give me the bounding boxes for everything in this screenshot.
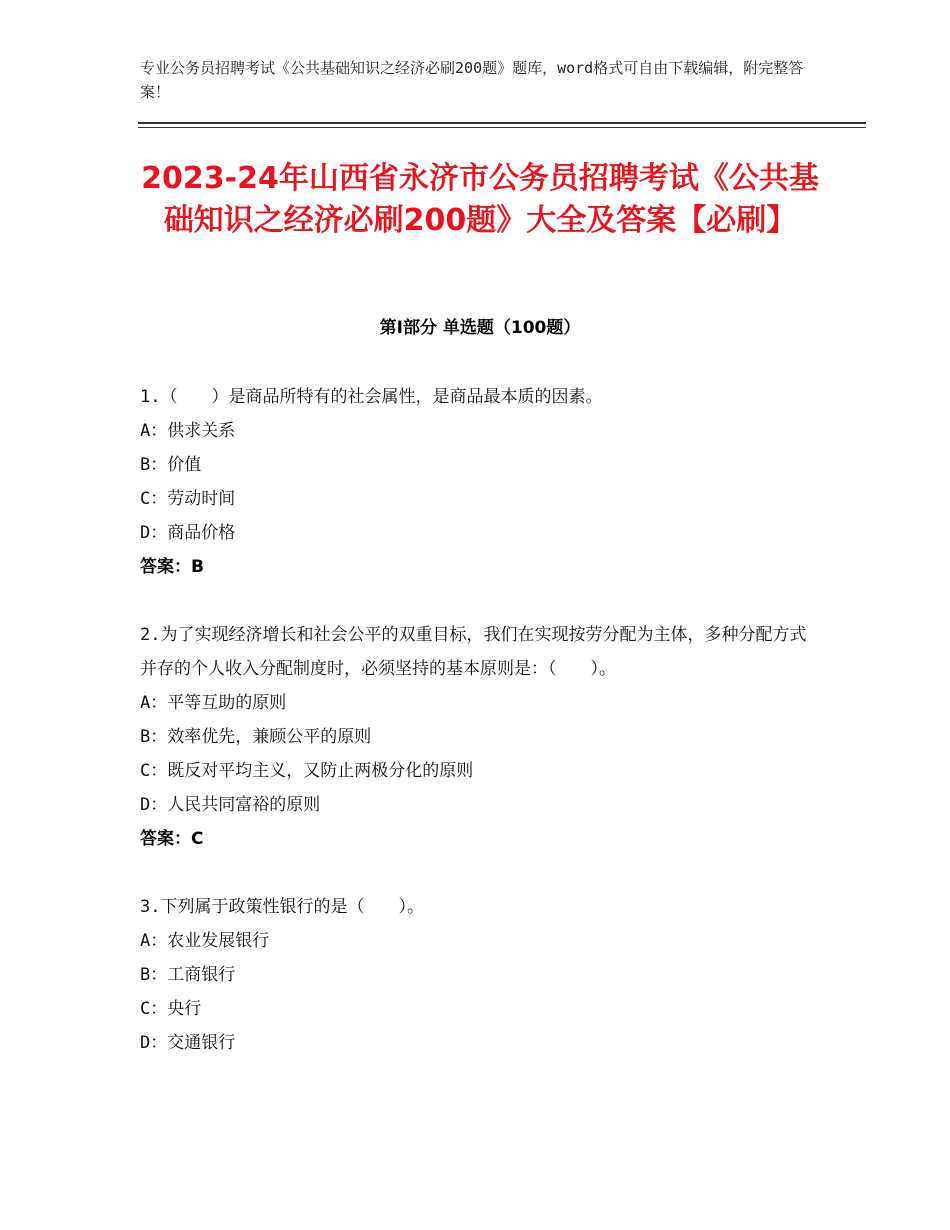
question-stem: 2.为了实现经济增长和社会公平的双重目标，我们在实现按劳分配为主体，多种分配方式并存的个人收入分配制度时，必须坚持的基本原则是：（ ）。 [140, 625, 807, 679]
option-d: D：交通银行 [140, 1033, 236, 1053]
question-3 [140, 890, 820, 1060]
part-heading: 第Ⅰ部分 单选题（100题） [379, 318, 581, 338]
question-stem: 1.（ ）是商品所特有的社会属性，是商品最本质的因素。 [140, 387, 603, 407]
question-stem: 3.下列属于政策性银行的是（ ）。 [140, 897, 424, 917]
document-title: 2023-24年山西省永济市公务员招聘考试《公共基础知识之经济必刷200题》大全及答案【必刷】 [141, 161, 819, 238]
option-c: C：劳动时间 [140, 489, 236, 509]
header-divider-thin [138, 127, 866, 128]
option-a: A：供求关系 [140, 421, 236, 441]
option-d: D：商品价格 [140, 523, 236, 543]
header-note: 专业公务员招聘考试《公共基础知识之经济必刷200题》题库，word格式可自由下载编辑，附完整答案！ [140, 59, 804, 101]
option-a: A：农业发展银行 [140, 931, 270, 951]
option-c: C：央行 [140, 999, 202, 1019]
option-b: B：效率优先，兼顾公平的原则 [140, 727, 372, 747]
question-1 [140, 380, 820, 584]
option-b: B：价值 [140, 455, 202, 475]
option-d: D：人民共同富裕的原则 [140, 795, 321, 815]
option-b: B：工商银行 [140, 965, 236, 985]
question-2 [140, 618, 820, 856]
answer: 答案：B [140, 557, 204, 577]
option-a: A：平等互助的原则 [140, 693, 287, 713]
option-c: C：既反对平均主义，又防止两极分化的原则 [140, 761, 474, 781]
header-divider-thick [138, 122, 866, 124]
answer: 答案：C [140, 829, 204, 849]
question-list [140, 380, 820, 1094]
